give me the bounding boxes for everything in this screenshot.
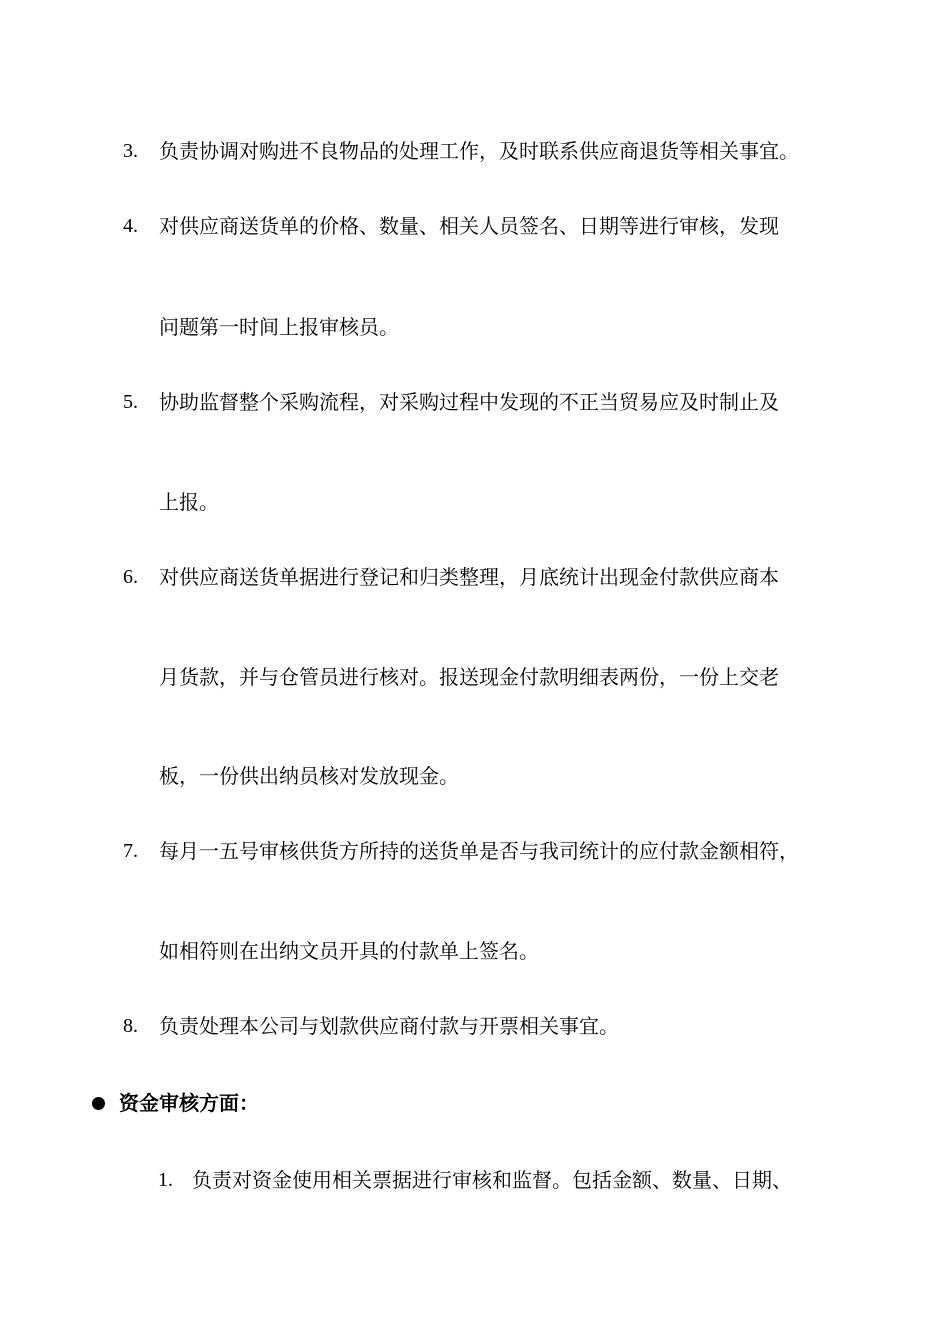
list-item-text: 如相符则在出纳文员开具的付款单上签名。 bbox=[159, 939, 539, 963]
list-item-text: 上报。 bbox=[159, 490, 219, 514]
list-item-text: 每月一五号审核供货方所持的送货单是否与我司统计的应付款金额相符， bbox=[159, 839, 799, 863]
list-number: 5. bbox=[123, 391, 138, 413]
list-item-text: 协助监督整个采购流程，对采购过程中发现的不正当贸易应及时制止及 bbox=[159, 390, 779, 414]
list-number: 8. bbox=[123, 1015, 138, 1037]
list-number: 3. bbox=[123, 140, 138, 162]
list-item-text: 月货款，并与仓管员进行核对。报送现金付款明细表两份，一份上交老 bbox=[159, 665, 779, 689]
list-number: 6. bbox=[123, 566, 138, 588]
list-number: 4. bbox=[123, 215, 138, 237]
bullet-dot-icon bbox=[92, 1097, 105, 1110]
list-number: 1. bbox=[158, 1169, 173, 1191]
list-item-text: 板，一份供出纳员核对发放现金。 bbox=[159, 764, 459, 788]
list-item-text: 负责处理本公司与划款供应商付款与开票相关事宜。 bbox=[159, 1014, 619, 1038]
list-item-text: 负责对资金使用相关票据进行审核和监督。包括金额、数量、日期、 bbox=[192, 1168, 792, 1192]
section-heading: 资金审核方面： bbox=[119, 1091, 259, 1115]
list-item-text: 问题第一时间上报审核员。 bbox=[159, 315, 399, 339]
list-number: 7. bbox=[123, 840, 138, 862]
list-item-text: 对供应商送货单的价格、数量、相关人员签名、日期等进行审核，发现 bbox=[159, 214, 779, 238]
list-item-text: 负责协调对购进不良物品的处理工作，及时联系供应商退货等相关事宜。 bbox=[159, 139, 799, 163]
list-item-text: 对供应商送货单据进行登记和归类整理，月底统计出现金付款供应商本 bbox=[159, 565, 779, 589]
